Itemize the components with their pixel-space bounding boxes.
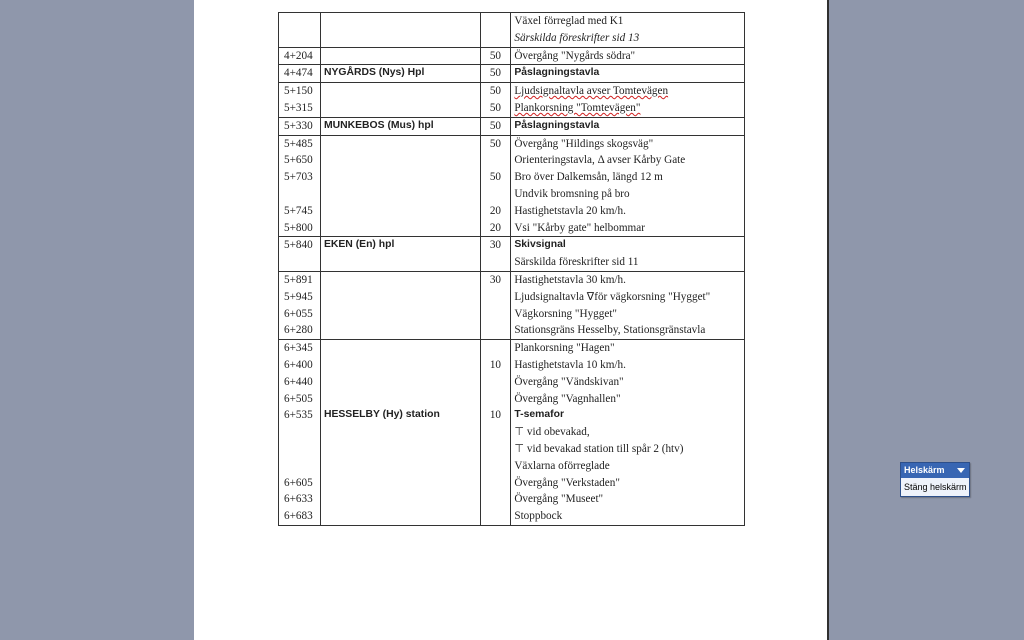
table-line-km bbox=[282, 13, 317, 30]
table-line-station bbox=[324, 508, 477, 525]
table-line-speed bbox=[484, 306, 508, 323]
table-line-km: 6+505 bbox=[284, 392, 313, 405]
table-row-group bbox=[279, 237, 745, 272]
table-line-speed: 20 bbox=[489, 221, 502, 234]
table-line-desc: Övergång "Museet" bbox=[514, 493, 604, 506]
table-line-km bbox=[282, 30, 317, 47]
table-line-station bbox=[324, 83, 477, 100]
km-cell bbox=[279, 83, 321, 118]
description-cell bbox=[511, 237, 745, 272]
fullscreen-toolbar bbox=[900, 462, 970, 497]
description-cell bbox=[511, 83, 745, 118]
table-line-desc: Övergång "Verkstaden" bbox=[514, 476, 620, 489]
table-line-station: EKEN (En) hpl bbox=[323, 239, 395, 251]
description-cell bbox=[511, 47, 745, 65]
description-cell bbox=[511, 117, 745, 135]
station-cell bbox=[320, 83, 480, 118]
table-line-speed: 10 bbox=[489, 409, 502, 422]
table-line-speed bbox=[484, 491, 508, 508]
km-cell bbox=[279, 135, 321, 237]
table-line-desc: Vägkorsning "Hygget" bbox=[514, 307, 618, 320]
table-line-speed: 50 bbox=[489, 49, 502, 62]
table-line-station bbox=[324, 340, 477, 357]
fullscreen-menu-button[interactable] bbox=[901, 463, 969, 478]
table-line-desc: Särskilda föreskrifter sid 13 bbox=[514, 31, 640, 44]
table-line-speed bbox=[484, 475, 508, 492]
table-line-station bbox=[324, 491, 477, 508]
table-line-desc: Övergång "Hildings skogsväg" bbox=[514, 137, 654, 150]
table-line-km: 6+280 bbox=[284, 324, 313, 337]
table-line-desc: Hastighetstavla 30 km/h. bbox=[514, 273, 626, 286]
table-line-speed: 50 bbox=[489, 101, 502, 114]
close-fullscreen-button[interactable]: Stäng helskärm bbox=[904, 482, 967, 492]
table-line-km bbox=[282, 254, 317, 271]
km-cell bbox=[279, 65, 321, 83]
station-cell bbox=[320, 237, 480, 272]
workspace-background-left bbox=[0, 0, 194, 640]
table-line-station bbox=[324, 289, 477, 306]
station-cell bbox=[320, 65, 480, 83]
table-line-speed bbox=[484, 13, 508, 30]
km-cell bbox=[279, 271, 321, 339]
table-line-desc: Plankorsning "Tomtevägen" bbox=[514, 101, 641, 114]
table-line-speed: 50 bbox=[489, 67, 502, 80]
table-line-km: 6+345 bbox=[284, 342, 313, 355]
description-cell bbox=[511, 65, 745, 83]
table-line-km: 4+204 bbox=[284, 49, 313, 62]
table-row-group bbox=[279, 340, 745, 526]
table-line-km: 5+703 bbox=[284, 171, 313, 184]
table-line-desc: Övergång "Nygårds södra" bbox=[514, 49, 636, 62]
table-line-station bbox=[324, 30, 477, 47]
table-line-km: 5+800 bbox=[284, 221, 313, 234]
table-line-speed bbox=[484, 508, 508, 525]
table-line-desc: Påslagningstavla bbox=[514, 119, 600, 131]
table-line-station bbox=[324, 374, 477, 391]
table-line-station bbox=[324, 203, 477, 220]
table-line-km: 5+840 bbox=[284, 239, 313, 252]
table-line-desc: T-semafor bbox=[514, 409, 565, 421]
table-line-speed bbox=[484, 441, 508, 458]
table-line-km: 5+650 bbox=[284, 154, 313, 167]
km-cell bbox=[279, 13, 321, 48]
table-line-speed bbox=[484, 458, 508, 475]
table-line-speed: 20 bbox=[489, 204, 502, 217]
table-line-station bbox=[324, 441, 477, 458]
table-line-km: 6+683 bbox=[284, 510, 313, 523]
table-line-station bbox=[324, 391, 477, 408]
table-line-speed bbox=[484, 391, 508, 408]
table-row-group bbox=[279, 135, 745, 237]
dropdown-arrow-icon[interactable] bbox=[957, 468, 965, 473]
table-line-station bbox=[324, 220, 477, 237]
table-line-km: 5+891 bbox=[284, 273, 313, 286]
table-line-desc: Hastighetstavla 10 km/h. bbox=[514, 358, 626, 371]
table-line-speed bbox=[484, 289, 508, 306]
table-line-speed: 30 bbox=[489, 239, 502, 252]
table-line-station bbox=[324, 136, 477, 153]
km-cell bbox=[279, 117, 321, 135]
table-line-speed: 50 bbox=[489, 171, 502, 184]
table-line-km: 6+605 bbox=[284, 476, 313, 489]
table-line-km: 5+315 bbox=[284, 101, 313, 114]
table-line-speed bbox=[484, 424, 508, 441]
table-line-desc: Ljudsignaltavla ∇för vägkorsning "Hygget" bbox=[514, 290, 711, 303]
track-description-table bbox=[278, 12, 745, 526]
speed-cell bbox=[480, 65, 511, 83]
speed-cell bbox=[480, 340, 511, 526]
station-cell bbox=[320, 271, 480, 339]
table-line-station: MUNKEBOS (Mus) hpl bbox=[323, 119, 434, 131]
workspace-background-right bbox=[830, 0, 1024, 640]
table-line-speed bbox=[484, 30, 508, 47]
table-line-desc: Ljudsignaltavla avser Tomtevägen bbox=[514, 85, 669, 98]
table-line-desc: Plankorsning "Hagen" bbox=[514, 342, 615, 355]
document-page bbox=[194, 0, 829, 640]
table-line-speed bbox=[484, 254, 508, 271]
table-line-desc: ⊤ vid bevakad station till spår 2 (htv) bbox=[514, 442, 684, 455]
km-cell bbox=[279, 237, 321, 272]
table-line-desc: Undvik bromsning på bro bbox=[514, 187, 630, 200]
table-row-group bbox=[279, 83, 745, 118]
table-line-km: 6+535 bbox=[284, 409, 313, 422]
table-line-speed: 50 bbox=[489, 137, 502, 150]
table-line-km bbox=[282, 441, 317, 458]
table-line-km: 6+440 bbox=[284, 375, 313, 388]
table-line-desc: Övergång "Vändskivan" bbox=[514, 375, 624, 388]
table-line-station: NYGÅRDS (Nys) Hpl bbox=[323, 67, 425, 79]
table-line-station bbox=[324, 424, 477, 441]
table-line-desc: Orienteringstavla, Δ avser Kårby Gate bbox=[514, 154, 686, 167]
table-line-desc: Stoppbock bbox=[514, 510, 563, 523]
speed-cell bbox=[480, 271, 511, 339]
table-line-desc: Särskilda föreskrifter sid 11 bbox=[514, 256, 639, 269]
table-row-group bbox=[279, 117, 745, 135]
table-line-speed: 50 bbox=[489, 85, 502, 98]
speed-cell bbox=[480, 135, 511, 237]
table-line-speed: 50 bbox=[489, 119, 502, 132]
table-line-km: 5+945 bbox=[284, 290, 313, 303]
speed-cell bbox=[480, 83, 511, 118]
description-cell bbox=[511, 340, 745, 526]
table-row-group bbox=[279, 65, 745, 83]
table-line-desc: Hastighetstavla 20 km/h. bbox=[514, 204, 626, 217]
speed-cell bbox=[480, 117, 511, 135]
table-line-speed bbox=[484, 186, 508, 203]
table-line-station bbox=[324, 458, 477, 475]
table-line-desc: Skivsignal bbox=[514, 239, 566, 251]
table-line-speed bbox=[484, 340, 508, 357]
table-line-station bbox=[324, 48, 477, 65]
table-line-desc: Bro över Dalkemsån, längd 12 m bbox=[514, 171, 663, 184]
table-line-km: 5+485 bbox=[284, 137, 313, 150]
table-row-group bbox=[279, 47, 745, 65]
table-line-station bbox=[324, 475, 477, 492]
table-line-station bbox=[324, 272, 477, 289]
station-cell bbox=[320, 13, 480, 48]
table-row-group bbox=[279, 271, 745, 339]
speed-cell bbox=[480, 13, 511, 48]
km-cell bbox=[279, 47, 321, 65]
table-line-station bbox=[324, 13, 477, 30]
table-line-station bbox=[324, 357, 477, 374]
speed-cell bbox=[480, 47, 511, 65]
table-line-speed bbox=[484, 374, 508, 391]
table-line-station bbox=[324, 152, 477, 169]
table-line-station bbox=[324, 169, 477, 186]
table-line-station bbox=[324, 254, 477, 271]
description-cell bbox=[511, 135, 745, 237]
table-line-desc: Stationsgräns Hesselby, Stationsgränstavla bbox=[514, 324, 706, 337]
table-line-station bbox=[324, 186, 477, 203]
table-line-km bbox=[282, 458, 317, 475]
table-line-station bbox=[324, 306, 477, 323]
table-line-km: 4+474 bbox=[284, 67, 313, 80]
table-line-km bbox=[282, 424, 317, 441]
table-line-speed: 30 bbox=[489, 273, 502, 286]
table-line-desc: Påslagningstavla bbox=[514, 67, 600, 79]
table-line-km: 6+055 bbox=[284, 307, 313, 320]
table-line-station bbox=[324, 322, 477, 339]
table-line-station: HESSELBY (Hy) station bbox=[323, 409, 440, 421]
table-line-km: 5+330 bbox=[284, 119, 313, 132]
station-cell bbox=[320, 340, 480, 526]
fullscreen-title: Helskärm bbox=[904, 465, 945, 475]
speed-cell bbox=[480, 237, 511, 272]
table-line-desc: Vsi "Kårby gate" helbommar bbox=[514, 221, 645, 234]
station-cell bbox=[320, 135, 480, 237]
table-line-km: 5+150 bbox=[284, 85, 313, 98]
table-line-desc: Växel förreglad med K1 bbox=[514, 15, 624, 27]
table-line-station bbox=[324, 100, 477, 117]
table-line-km bbox=[282, 186, 317, 203]
table-line-km: 5+745 bbox=[284, 204, 313, 217]
table-line-desc: Övergång "Vagnhallen" bbox=[514, 392, 621, 405]
table-line-km: 6+400 bbox=[284, 358, 313, 371]
table-line-speed bbox=[484, 322, 508, 339]
station-cell bbox=[320, 47, 480, 65]
description-cell bbox=[511, 13, 745, 48]
table-line-speed: 10 bbox=[489, 358, 502, 371]
table-line-desc: ⊤ vid obevakad, bbox=[514, 426, 590, 439]
table-line-speed bbox=[484, 152, 508, 169]
description-cell bbox=[511, 271, 745, 339]
km-cell bbox=[279, 340, 321, 526]
table-row-group bbox=[279, 13, 745, 48]
table-line-km: 6+633 bbox=[284, 493, 313, 506]
station-cell bbox=[320, 117, 480, 135]
table-line-desc: Växlarna oförreglade bbox=[514, 459, 610, 472]
